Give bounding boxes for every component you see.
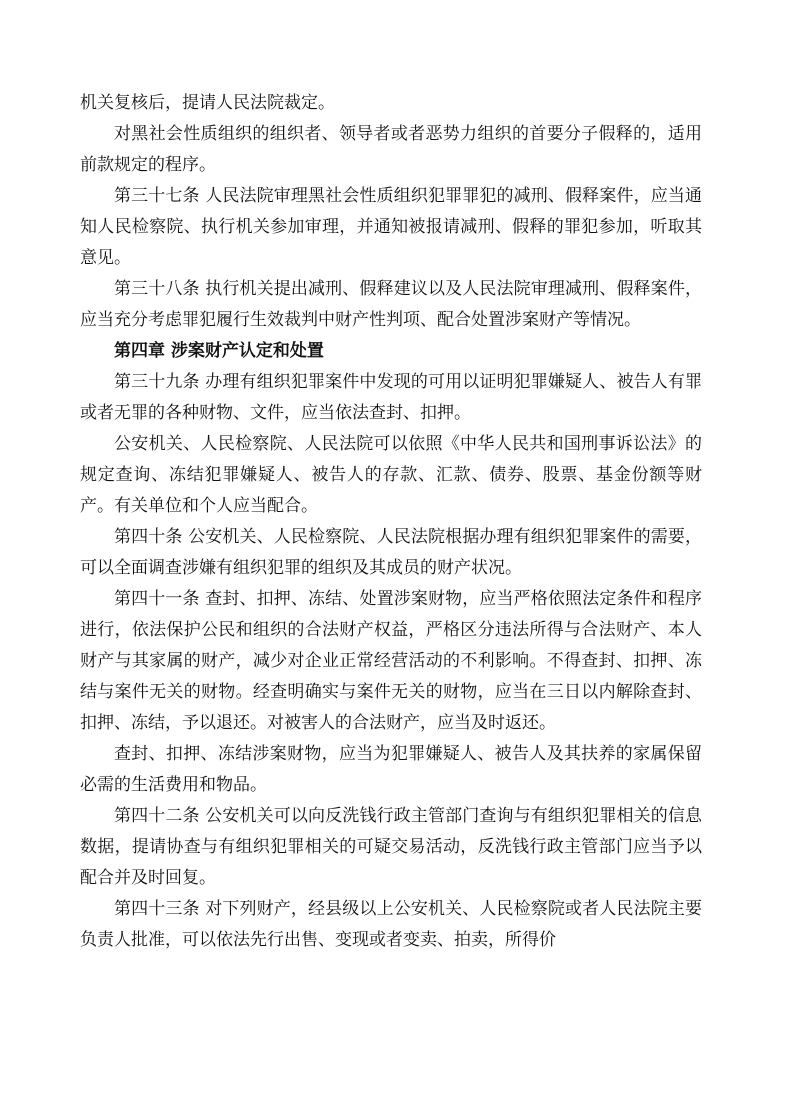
article-42: 第四十二条 公安机关可以向反洗钱行政主管部门查询与有组织犯罪相关的信息数据，提请协查与有组织犯罪相关的可疑交易活动，反洗钱行政主管部门应当予以配合并及时回复。 xyxy=(80,806,702,888)
article-38: 第三十八条 执行机关提出减刑、假释建议以及人民法院审理减刑、假释案件，应当充分考虑罪犯履行生效裁判中财产性判项、配合处置涉案财产等情况。 xyxy=(80,279,702,330)
paragraph-parole-procedure: 对黑社会性质组织的组织者、领导者或者恶势力组织的首要分子假释的，适用前款规定的程序。 xyxy=(80,124,702,175)
article-41-paragraph-2: 查封、扣押、冻结涉案财物，应当为犯罪嫌疑人、被告人及其扶养的家属保留必需的生活费用和物品。 xyxy=(80,744,702,795)
chapter-4-heading: 第四章 涉案财产认定和处置 xyxy=(114,341,324,361)
article-37: 第三十七条 人民法院审理黑社会性质组织犯罪罪犯的减刑、假释案件，应当通知人民检察院、执行机关参加审理，并通知被报请减刑、假释的罪犯参加，听取其意见。 xyxy=(80,186,702,268)
article-39: 第三十九条 办理有组织犯罪案件中发现的可用以证明犯罪嫌疑人、被告人有罪或者无罪的各种财物、文件，应当依法查封、扣押。 xyxy=(80,372,702,423)
article-43: 第四十三条 对下列财产，经县级以上公安机关、人民检察院或者人民法院主要负责人批准，可以依法先行出售、变现或者变卖、拍卖，所得价 xyxy=(80,899,702,950)
article-39-paragraph-2: 公安机关、人民检察院、人民法院可以依照《中华人民共和国刑事诉讼法》的规定查询、冻结犯罪嫌疑人、被告人的存款、汇款、债券、股票、基金份额等财产。有关单位和个人应当配合。 xyxy=(80,434,702,516)
article-41: 第四十一条 查封、扣押、冻结、处置涉案财物，应当严格依照法定条件和程序进行，依法保护公民和组织的合法财产权益，严格区分违法所得与合法财产、本人财产与其家属的财产，减少对企业正常经营活动的不利影响。不得查封、扣押、冻结与案件无关的财物。经查明确实与案件无关的财物，应当在三日以内解除查封、扣押、冻结，予以退还。对被害人的合法财产，应当及时返还。 xyxy=(80,589,702,733)
paragraph-continuation: 机关复核后，提请人民法院裁定。 xyxy=(80,93,335,113)
article-40: 第四十条 公安机关、人民检察院、人民法院根据办理有组织犯罪案件的需要，可以全面调查涉嫌有组织犯罪的组织及其成员的财产状况。 xyxy=(80,527,702,578)
document-body xyxy=(80,88,702,956)
